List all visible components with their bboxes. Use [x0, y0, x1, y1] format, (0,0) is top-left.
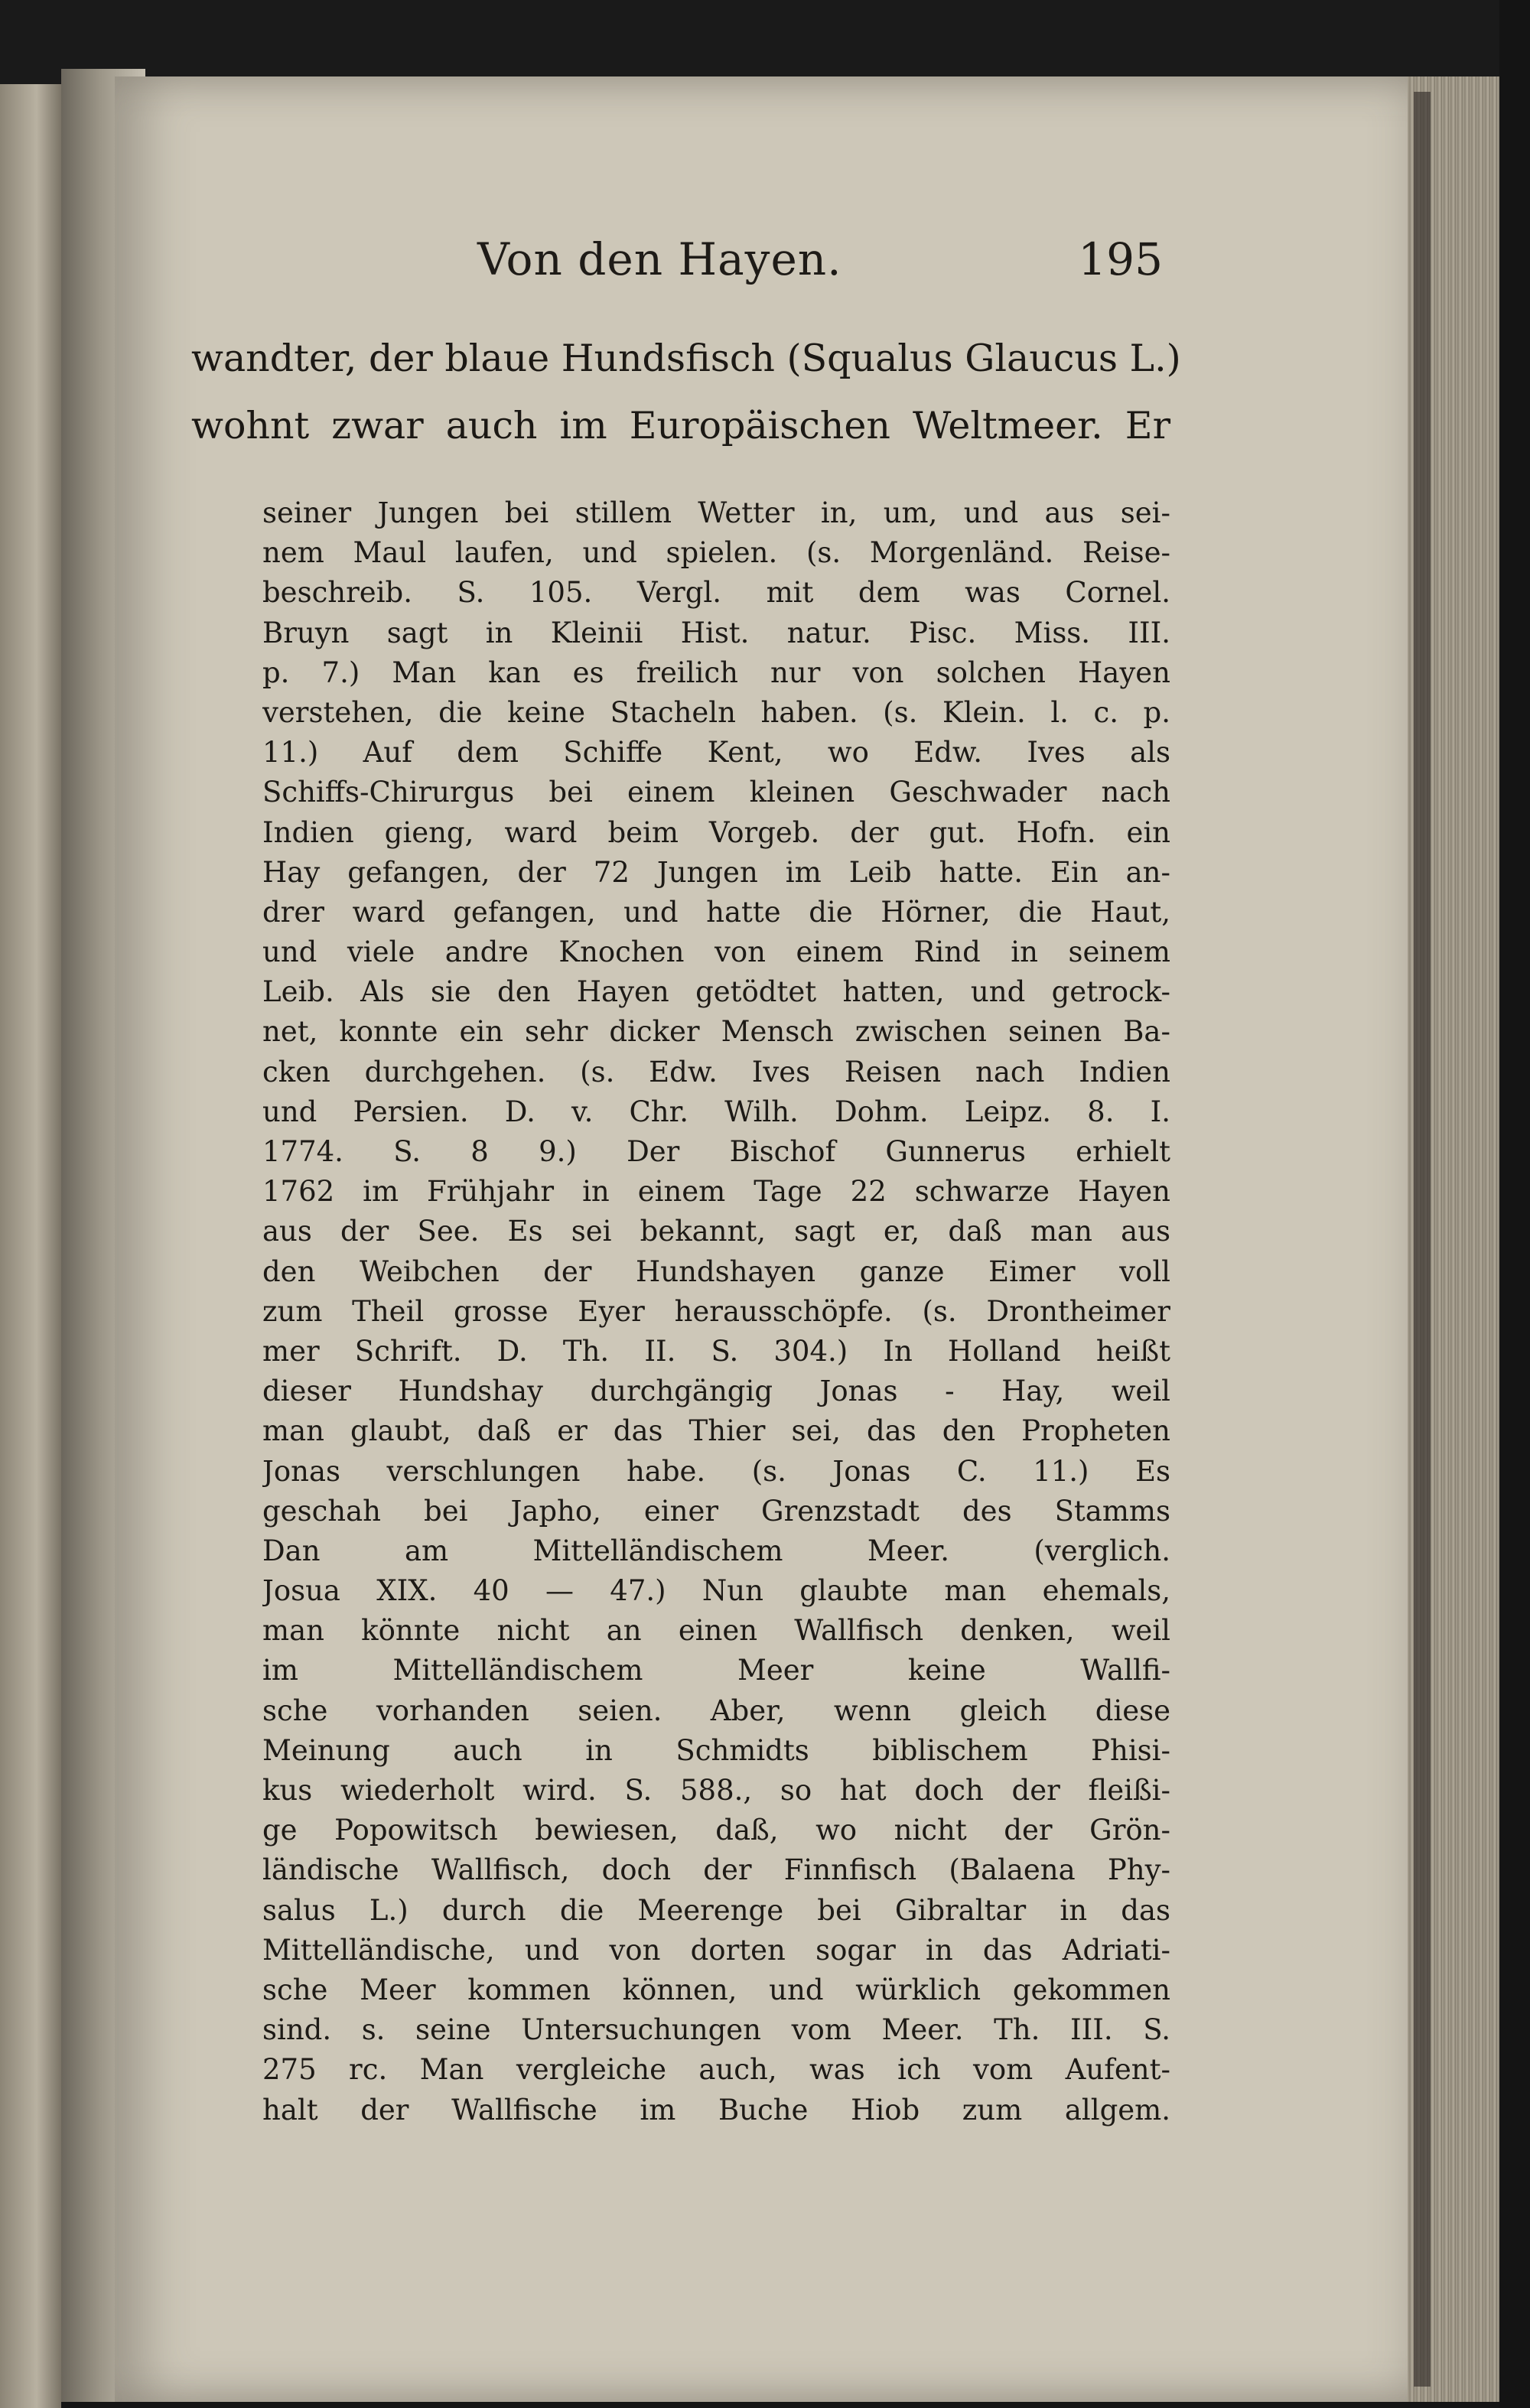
footnote-line: ländische Wallfisch, doch der Finnfisch (Balaena Phy-: [262, 1853, 1170, 1887]
footnote-line: 1774. S. 8 9.) Der Bischof Gunnerus erhielt: [262, 1135, 1170, 1168]
previous-page-edge: [0, 84, 61, 2408]
footnote-line: 11.) Auf dem Schiffe Kent, wo Edw. Ives als: [262, 736, 1170, 770]
footnote-line: halt der Wallfische im Buche Hiob zum allgem.: [262, 2093, 1170, 2127]
footnote-line: 1762 im Frühjahr in einem Tage 22 schwarze Hayen: [262, 1175, 1170, 1209]
footnote-line: mer Schrift. D. Th. II. S. 304.) In Holland heißt: [262, 1334, 1170, 1368]
footnote-line: Bruyn sagt in Kleinii Hist. natur. Pisc. Miss. III.: [262, 616, 1170, 649]
page-header: [459, 233, 1178, 302]
footnote-line: Meinung auch in Schmidts biblischem Phisi-: [262, 1733, 1170, 1767]
book-spine: [1414, 92, 1431, 2387]
footnote-line: kus wiederholt wird. S. 588., so hat doch der fleißi-: [262, 1774, 1170, 1807]
footnote-line: Jonas verschlungen habe. (s. Jonas C. 11.) Es: [262, 1454, 1170, 1488]
footnote-line: und Persien. D. v. Chr. Wilh. Dohm. Leipz. 8. I.: [262, 1095, 1170, 1128]
footnote-line: sche vorhanden seien. Aber, wenn gleich diese: [262, 1694, 1170, 1727]
footnote-line: net, konnte ein sehr dicker Mensch zwischen seinen Ba-: [262, 1015, 1170, 1049]
footnote-line: Schiffs-Chirurgus bei einem kleinen Geschwader nach: [262, 776, 1170, 809]
footnote-line: dieser Hundshay durchgängig Jonas - Hay, weil: [262, 1375, 1170, 1408]
footnote-line: 275 rc. Man vergleiche auch, was ich vom Aufent-: [262, 2053, 1170, 2087]
footnote-line: im Mittelländischem Meer keine Wallfi-: [262, 1654, 1170, 1687]
backdrop: [0, 0, 1530, 84]
footnote-line: Indien gieng, ward beim Vorgeb. der gut. Hofn. ein: [262, 815, 1170, 849]
footnote-line: man glaubt, daß er das Thier sei, das den Propheten: [262, 1414, 1170, 1448]
footnote-line: sche Meer kommen können, und würklich gekommen: [262, 1973, 1170, 2006]
running-title: Von den Hayen.: [477, 233, 842, 285]
footnote-line: p. 7.) Man kan es freilich nur von solchen Hayen: [262, 656, 1170, 689]
footnote-line: geschah bei Japho, einer Grenzstadt des Stamms: [262, 1494, 1170, 1528]
footnote-line: den Weibchen der Hundshayen ganze Eimer voll: [262, 1254, 1170, 1288]
footnote-line: Josua XIX. 40 — 47.) Nun glaubte man ehemals,: [262, 1574, 1170, 1608]
page-number: 195: [1078, 233, 1163, 285]
footnote-line: Dan am Mittelländischem Meer. (verglich.: [262, 1534, 1170, 1567]
footnote-line: Mittelländische, und von dorten sogar in das Adriati-: [262, 1933, 1170, 1967]
footnote-line: verstehen, die keine Stacheln haben. (s. Klein. l. c. p.: [262, 695, 1170, 729]
footnote-line: cken durchgehen. (s. Edw. Ives Reisen nach Indien: [262, 1055, 1170, 1088]
footnote-line: nem Maul laufen, und spielen. (s. Morgenländ. Reise-: [262, 536, 1170, 570]
footnote-line: beschreib. S. 105. Vergl. mit dem was Cornel.: [262, 576, 1170, 610]
footnote-line: aus der See. Es sei bekannt, sagt er, daß man aus: [262, 1215, 1170, 1248]
backdrop-right: [1499, 0, 1530, 2408]
footnote-line: Hay gefangen, der 72 Jungen im Leib hatte. Ein an-: [262, 855, 1170, 889]
footnote-line: salus L.) durch die Meerenge bei Gibraltar in das: [262, 1893, 1170, 1927]
footnote-line: man könnte nicht an einen Wallfisch denken, weil: [262, 1614, 1170, 1648]
main-text: [191, 325, 1181, 460]
footnote-line: zum Theil grosse Eyer herausschöpfe. (s. Drontheimer: [262, 1294, 1170, 1328]
footnote-line: sind. s. seine Untersuchungen vom Meer. Th. III. S.: [262, 2013, 1170, 2047]
footnote-line: und viele andre Knochen von einem Rind in seinem: [262, 936, 1170, 969]
footnote-line: drer ward gefangen, und hatte die Hörner, die Haut,: [262, 895, 1170, 929]
footnote-line: seiner Jungen bei stillem Wetter in, um, und aus sei-: [262, 496, 1170, 529]
main-text-line: wohnt zwar auch im Europäischen Weltmeer. Er: [191, 404, 1170, 447]
footnote-line: ge Popowitsch bewiesen, daß, wo nicht der Grön-: [262, 1814, 1170, 1847]
footnote-line: Leib. Als sie den Hayen getödtet hatten, und getrock-: [262, 975, 1170, 1009]
main-text-line: wandter, der blaue Hundsfisch (Squalus Glaucus L.): [191, 337, 1181, 380]
footnote: [262, 493, 1170, 2130]
